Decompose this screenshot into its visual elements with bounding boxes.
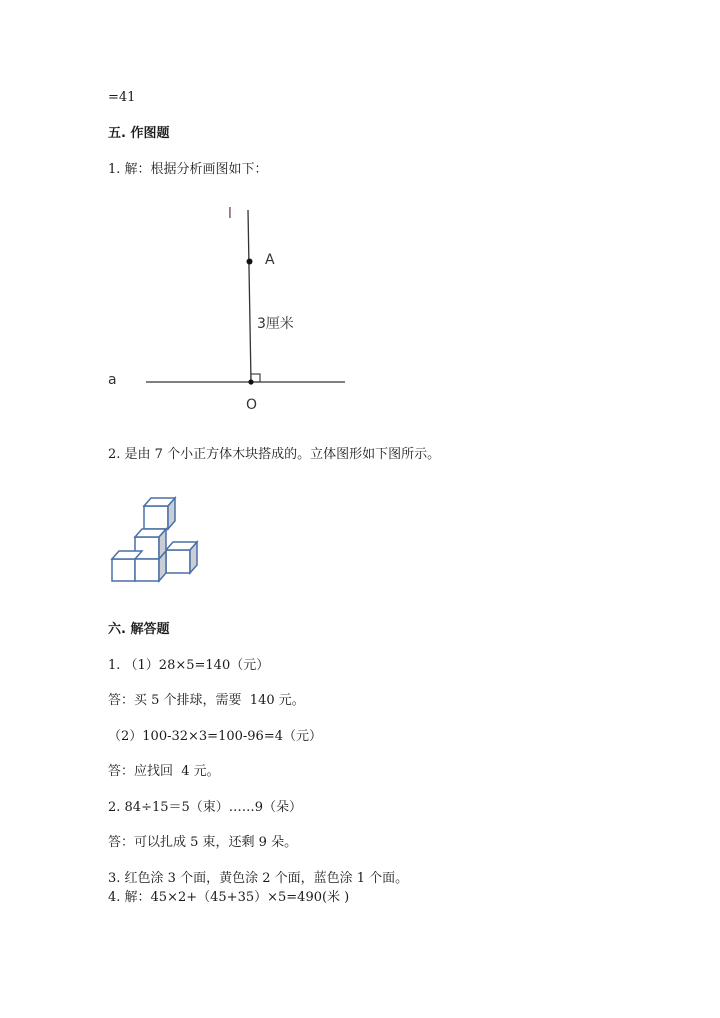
section-5-q2-text: 2. 是由 7 个小正方体木块搭成的。立体图形如下图所示。 — [108, 447, 441, 462]
section-5-q1-text: 1. 解：根据分析画图如下： — [108, 162, 268, 177]
perpendicular-line-figure — [100, 200, 360, 420]
cube-top — [144, 498, 175, 529]
section-6-q2: 2. 84÷15＝5（束）……9（朵） — [108, 800, 303, 815]
point-a-dot — [247, 259, 253, 265]
section-6-q1-part2: （2）100-32×3=100-96=4（元） — [108, 729, 322, 744]
label-point-o: O — [246, 397, 258, 413]
section-6-q3: 3. 红色涂 3 个面，黄色涂 2 个面，蓝色涂 1 个面。 — [108, 871, 409, 886]
section-6-q2-answer: 答：可以扎成 5 束，还剩 9 朵。 — [108, 835, 298, 850]
section-6-q1-part1: 1. （1）28×5=140（元） — [108, 658, 270, 673]
label-l: l — [228, 206, 232, 222]
section-6-q4: 4. 解：45×2+（45+35）×5=490(米 ) — [108, 890, 350, 905]
label-distance: 3厘米 — [257, 316, 294, 332]
point-o-dot — [248, 379, 253, 384]
previous-result: =41 — [108, 90, 136, 105]
section-5-title: 五. 作图题 — [108, 126, 170, 141]
section-6-title: 六. 解答题 — [108, 622, 170, 637]
cube-stack-figure — [108, 492, 208, 588]
label-point-a: A — [265, 252, 275, 268]
label-a: a — [108, 372, 117, 388]
line-l — [248, 210, 251, 382]
cube-right — [166, 542, 197, 573]
section-6-q1-part1-answer: 答：买 5 个排球，需要 140 元。 — [108, 693, 305, 708]
section-6-q1-part2-answer: 答：应找回 4 元。 — [108, 764, 220, 779]
